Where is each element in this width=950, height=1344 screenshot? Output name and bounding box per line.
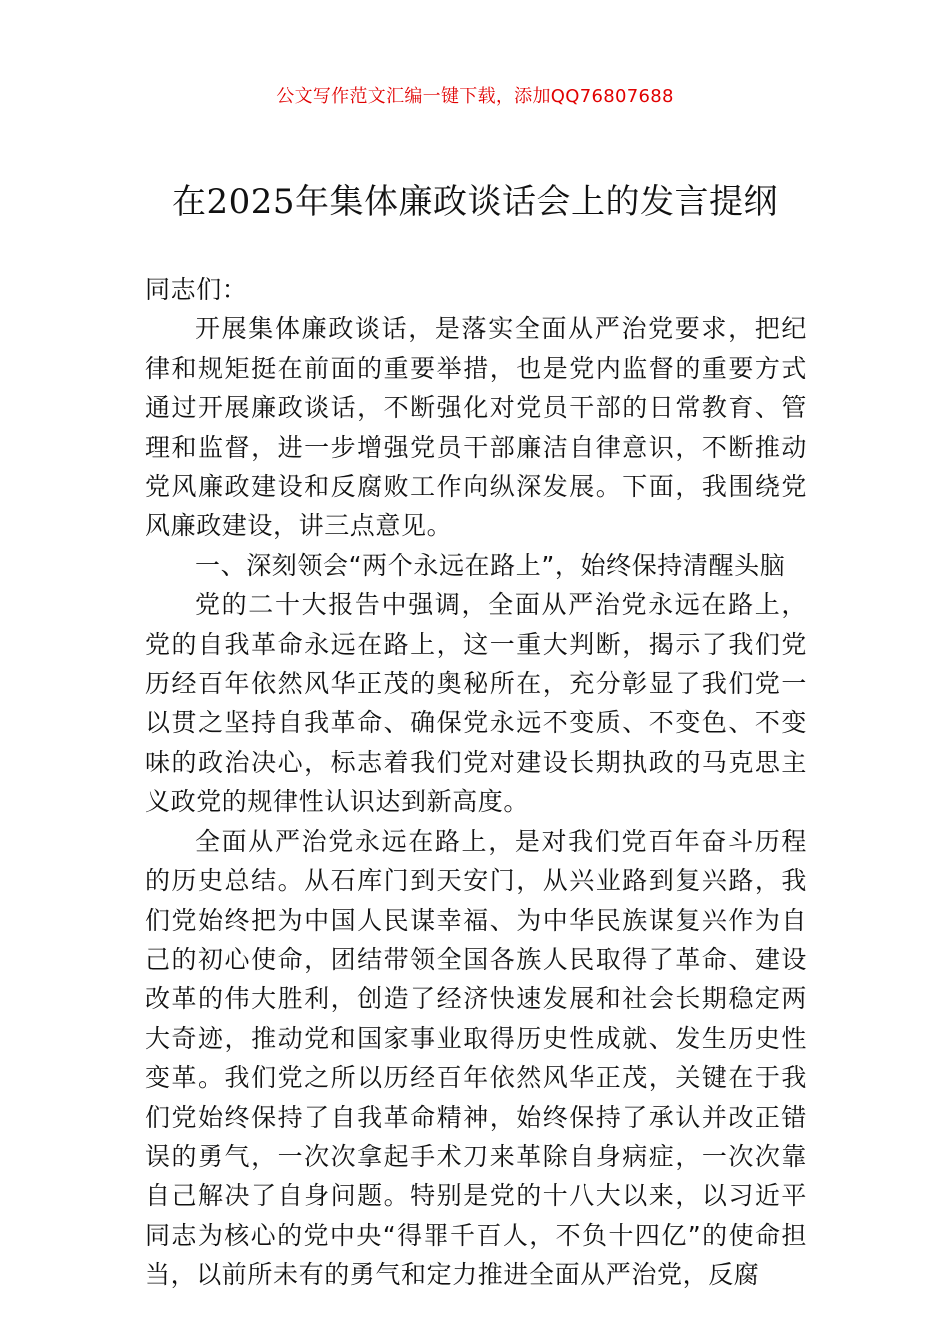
paragraph-1: 党的二十大报告中强调，全面从严治党永远在路上，党的自我革命永远在路上，这一重大判断，揭示了我们党历经百年依然风华正茂的奥秘所在，充分彰显了我们党一以贯之坚持自我革命、确保党永远不变质、不变色、不变味的政治决心，标志着我们党对建设长期执政的马克思主义政党的规律性认识达到新高度。 xyxy=(145,590,807,817)
page-title: 在2025年集体廉政谈话会上的发言提纲 xyxy=(171,182,779,222)
document-body xyxy=(145,270,807,1295)
header-ad-text: 公文写作范文汇编一键下载，添加QQ76807688 xyxy=(276,86,674,107)
paragraph-2: 全面从严治党永远在路上，是对我们党百年奋斗历程的历史总结。从石库门到天安门，从兴业路到复兴路，我们党始终把为中国人民谋幸福、为中华民族谋复兴作为自己的初心使命，团结带领全国各族人民取得了革命、建设改革的伟大胜利，创造了经济快速发展和社会长期稳定两大奇迹，推动党和国家事业取得历史性成就、发生历史性变革。我们党之所以历经百年依然风华正茂，关键在于我们党始终保持了自我革命精神，始终保持了承认并改正错误的勇气，一次次拿起手术刀来革除自身病症，一次次靠自己解决了自身问题。特别是党的十八大以来，以习近平同志为核心的党中央“得罪千百人，不负十四亿”的使命担当，以前所未有的勇气和定力推进全面从严治党，反腐 xyxy=(145,826,807,1290)
paragraph-intro: 开展集体廉政谈话，是落实全面从严治党要求，把纪律和规矩挺在前面的重要举措，也是党内监督的重要方式通过开展廉政谈话，不断强化对党员干部的日常教育、管理和监督，进一步增强党员干部廉洁自律意识，不断推动党风廉政建设和反腐败工作向纵深发展。下面，我围绕党风廉政建设，讲三点意见。 xyxy=(145,314,807,541)
salutation: 同志们： xyxy=(145,275,248,304)
section-heading-1: 一、深刻领会“两个永远在路上”，始终保持清醒头脑 xyxy=(195,550,786,580)
